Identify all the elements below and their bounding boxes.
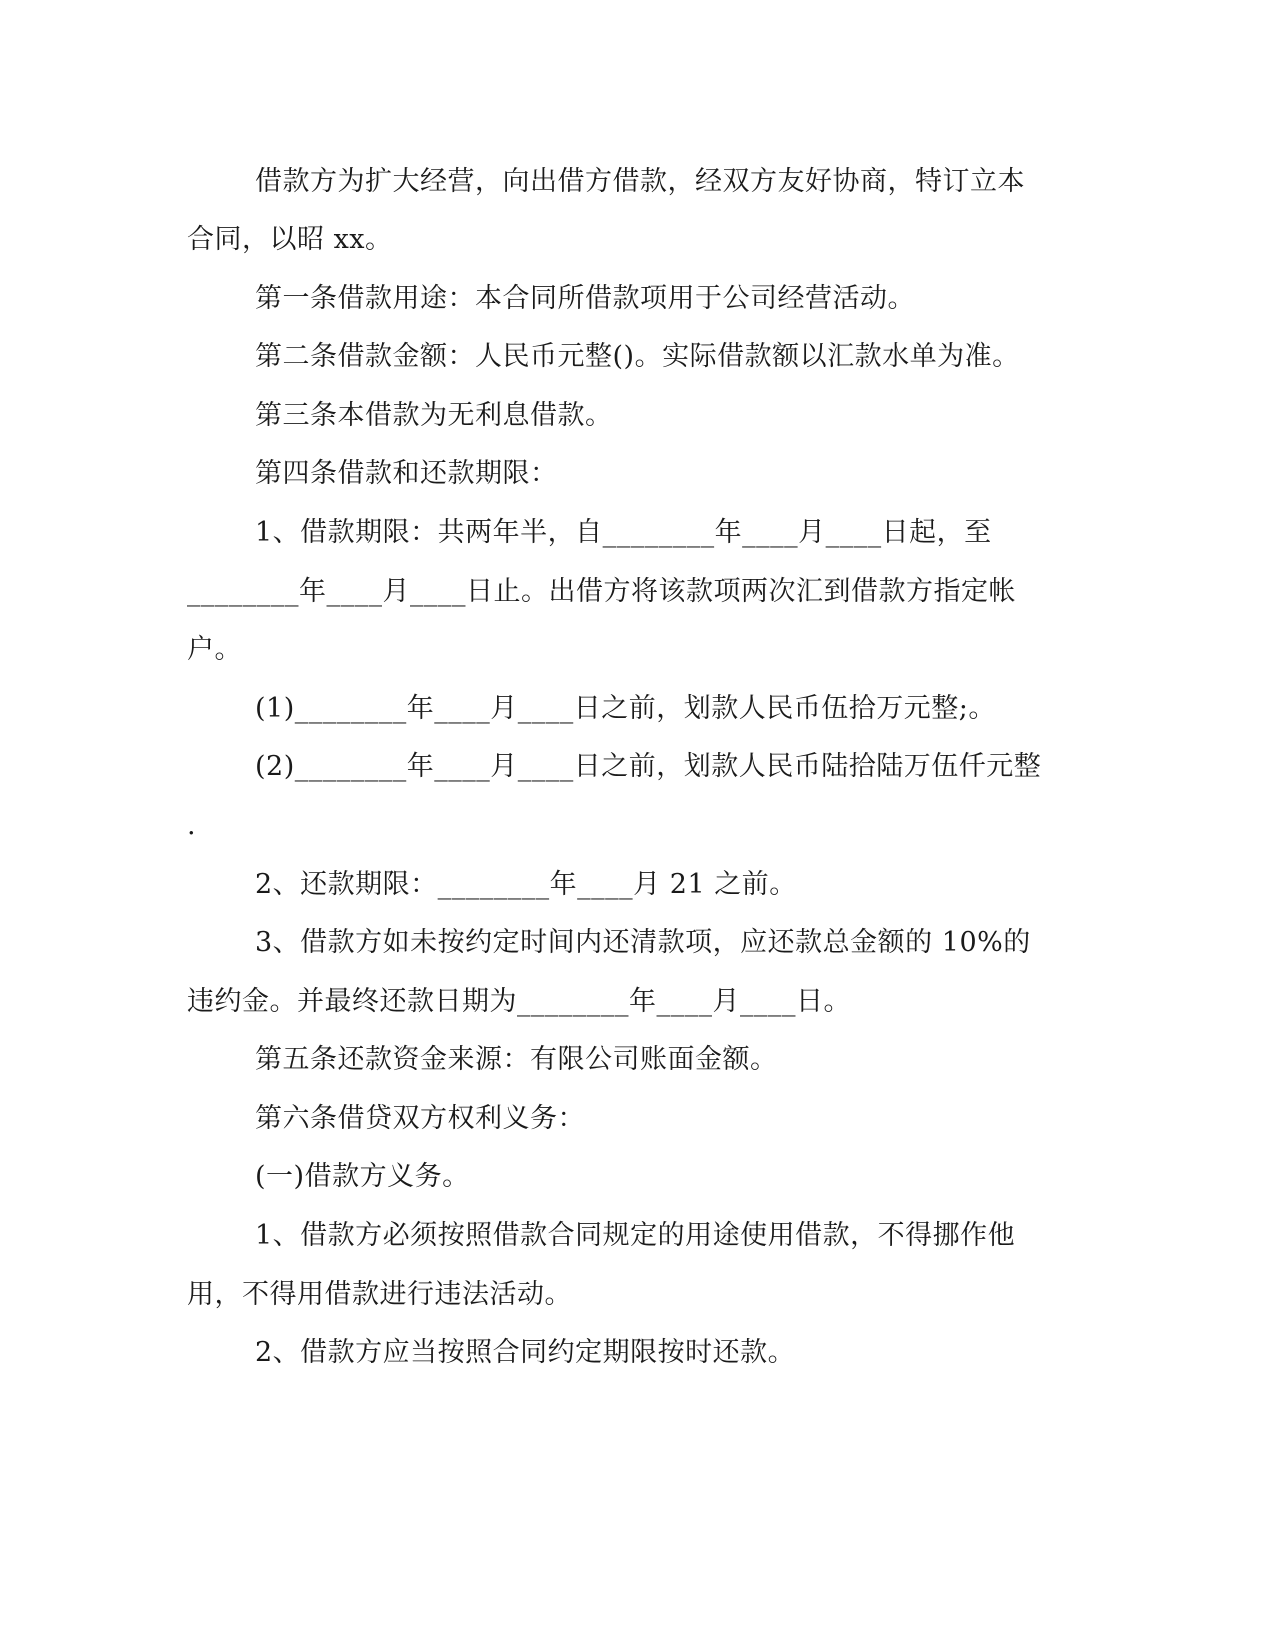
article-5-funding-source: 第五条还款资金来源：有限公司账面金额。 — [255, 1044, 778, 1075]
article-3-no-interest: 第三条本借款为无利息借款。 — [255, 400, 613, 431]
article-1-loan-purpose: 第一条借款用途：本合同所借款项用于公司经营活动。 — [255, 283, 915, 314]
article-4-item-1-line-2: ________年____月____日止。出借方将该款项两次汇到借款方指定帐 — [187, 576, 1016, 607]
article-6-item-2: 2、借款方应当按照合同约定期限按时还款。 — [255, 1337, 796, 1368]
article-6-section-1-heading: (一)借款方义务。 — [255, 1161, 470, 1192]
article-4-item-3-line-1: 3、借款方如未按约定时间内还清款项，应还款总金额的 10%的 — [255, 927, 1031, 958]
article-4-item-3-line-2: 违约金。并最终还款日期为________年____月____日。 — [187, 986, 851, 1017]
article-4-subitem-2-line-1: (2)________年____月____日之前，划款人民币陆拾陆万伍仟元整 — [255, 751, 1042, 782]
article-4-subitem-2-line-2: . — [187, 810, 197, 841]
article-4-subitem-1: (1)________年____月____日之前，划款人民币伍拾万元整;。 — [255, 693, 996, 724]
paragraph-intro-line-2: 合同，以昭 xx。 — [187, 224, 393, 255]
article-4-item-2-repayment: 2、还款期限：________年____月 21 之前。 — [255, 869, 797, 900]
article-4-item-1-line-1: 1、借款期限：共两年半，自________年____月____日起，至 — [255, 517, 992, 548]
article-6-heading: 第六条借贷双方权利义务： — [255, 1103, 585, 1134]
paragraph-intro-line-1: 借款方为扩大经营，向出借方借款，经双方友好协商，特订立本 — [255, 166, 1025, 197]
article-6-item-1-line-2: 用，不得用借款进行违法活动。 — [187, 1279, 572, 1310]
article-2-loan-amount: 第二条借款金额：人民币元整()。实际借款额以汇款水单为准。 — [255, 341, 1020, 372]
article-4-item-1-line-3: 户。 — [187, 634, 242, 665]
article-4-heading: 第四条借款和还款期限： — [255, 458, 558, 489]
article-6-item-1-line-1: 1、借款方必须按照借款合同规定的用途使用借款，不得挪作他 — [255, 1220, 1016, 1251]
